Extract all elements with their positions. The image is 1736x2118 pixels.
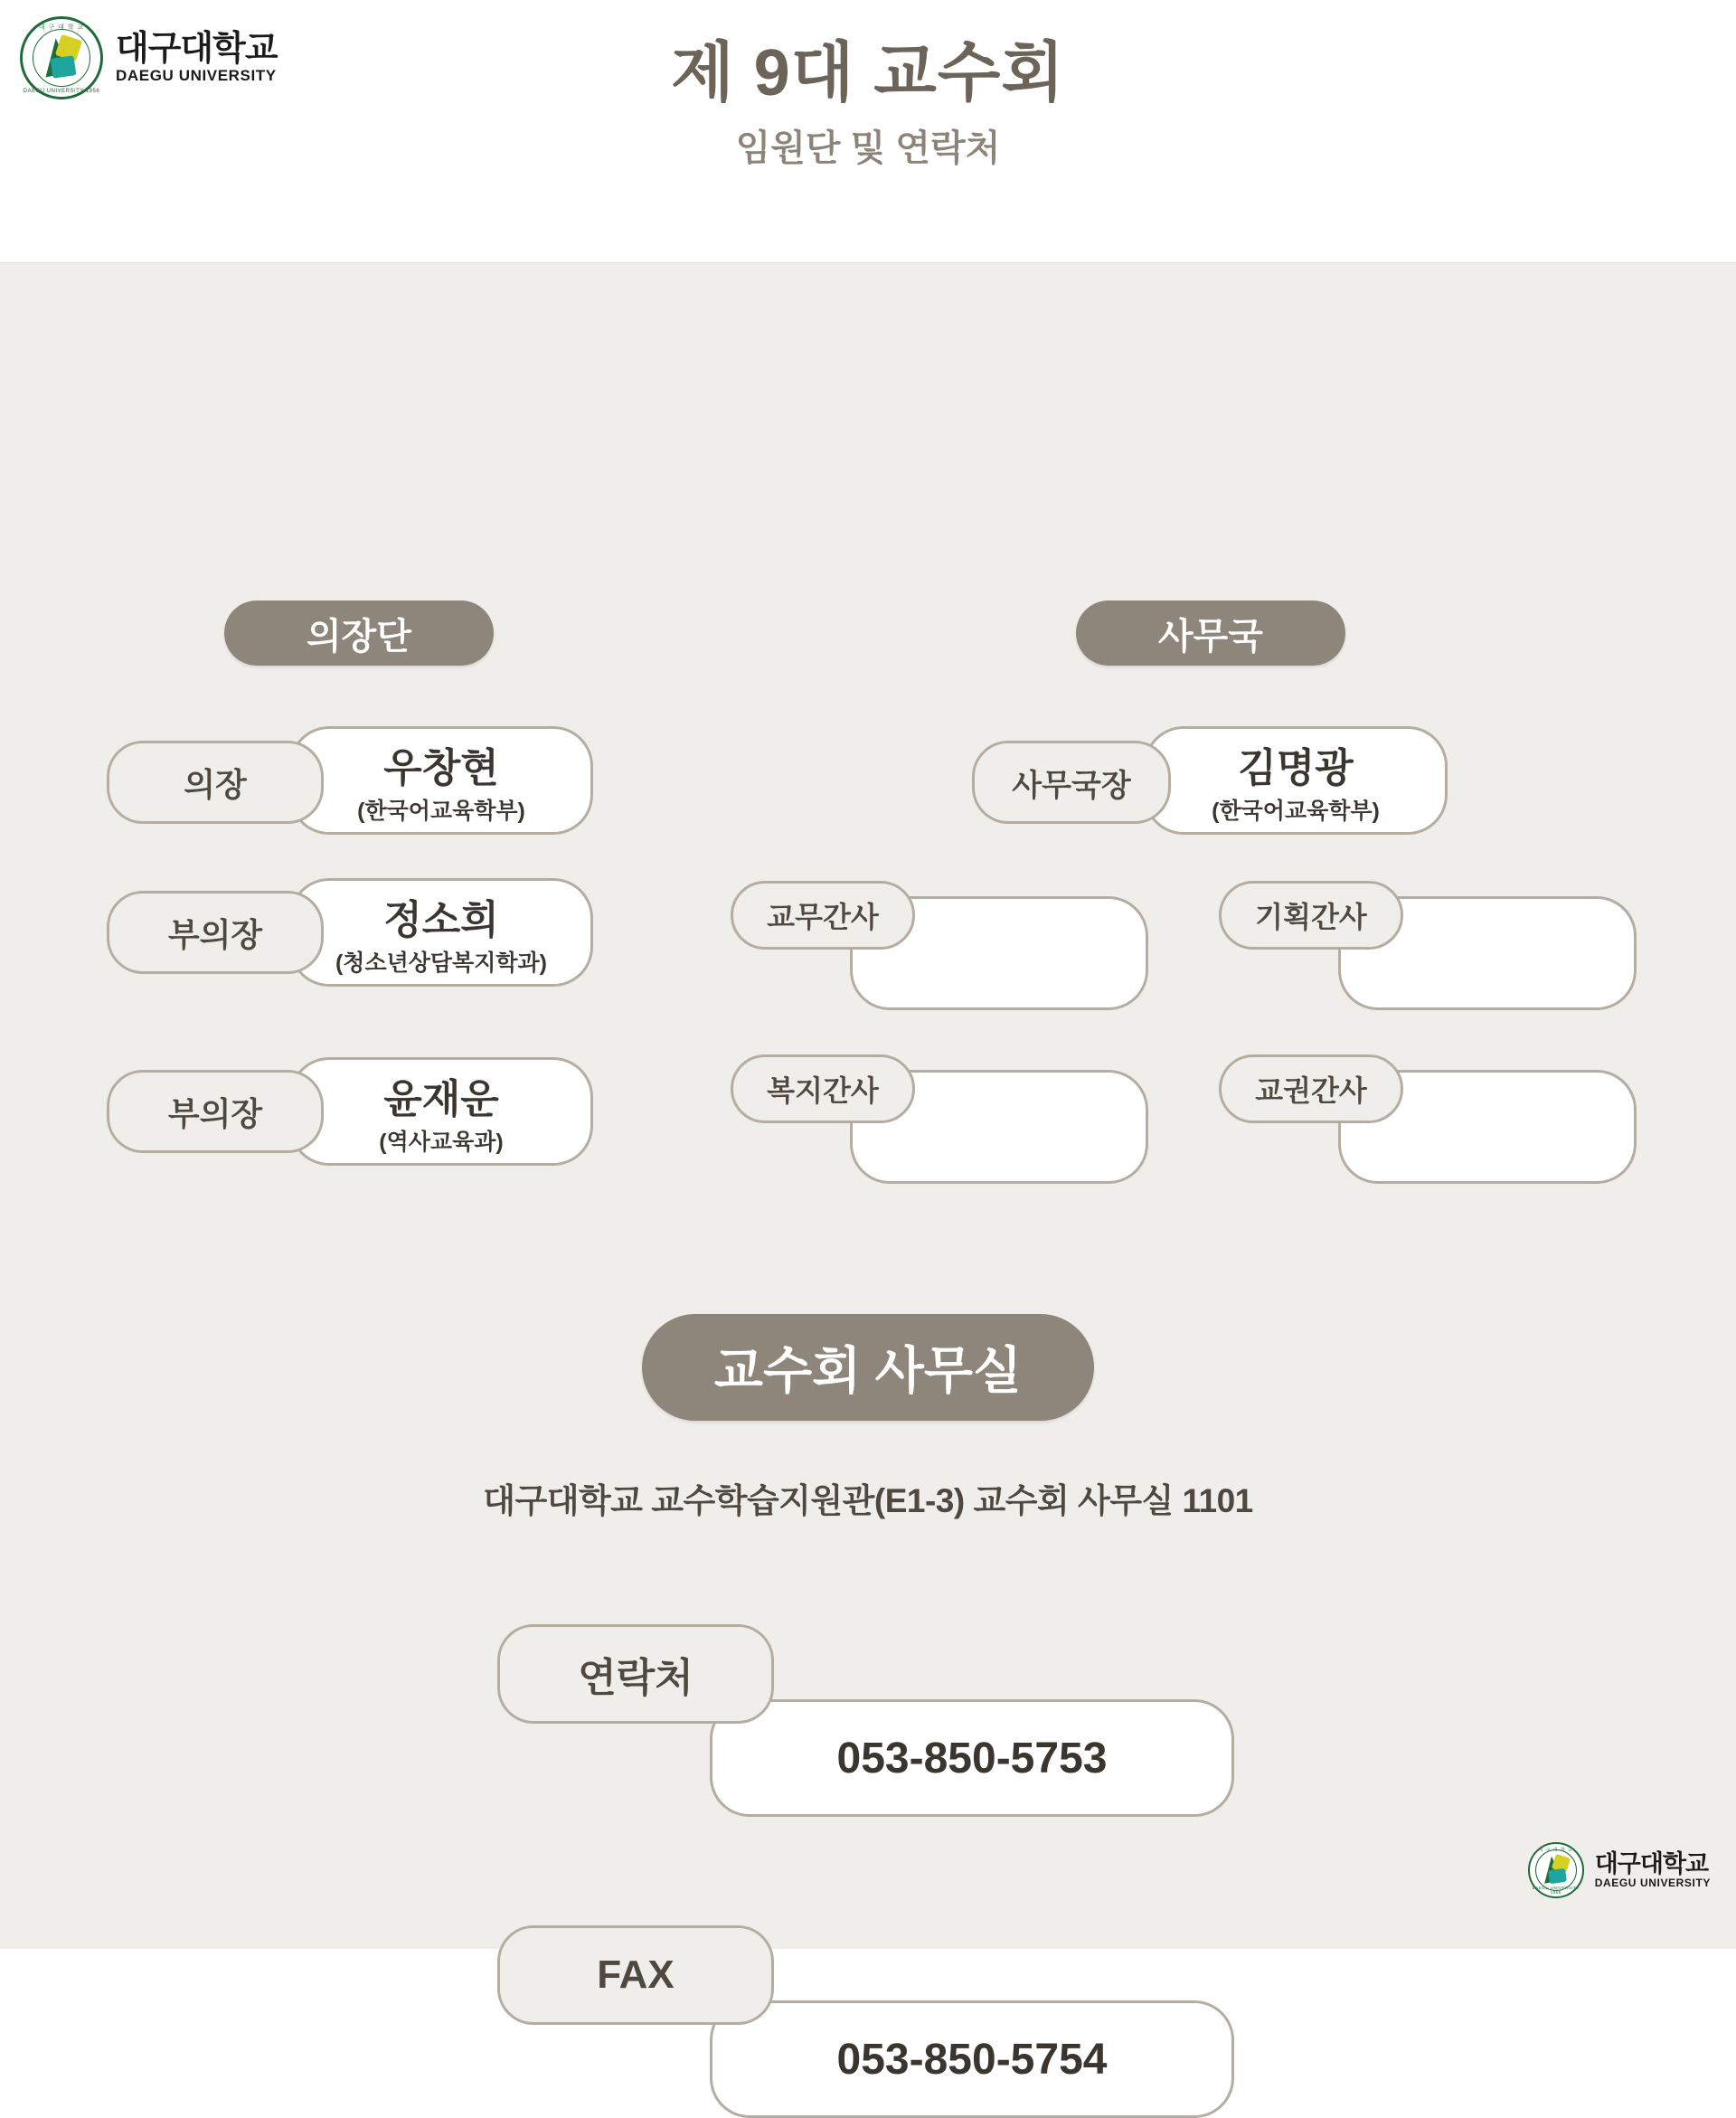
poster-body	[0, 263, 1736, 2084]
university-name-en: DAEGU UNIVERSITY	[116, 66, 277, 84]
seal-bottom-text: DAEGU UNIVERSITY 1956	[23, 89, 100, 94]
contact-value-fax	[710, 2000, 1234, 2118]
contact-value-phone	[710, 1699, 1234, 1817]
role-label-secretariat-director: 사무국장	[972, 741, 1171, 824]
member-dept: (한국어교육학부)	[1212, 799, 1380, 824]
role-label-vice-chair-1: 부의장	[107, 891, 324, 974]
contact-number[interactable]: 053-850-5753	[836, 1734, 1108, 1782]
office-address: 대구대학교 교수학습지원관(E1-3) 교수회 사무실 1101	[483, 1482, 1253, 1519]
university-name-ko: 대구대학교	[116, 29, 278, 68]
member-dept: (청소년상담복지학과)	[335, 950, 547, 976]
page-title: 제 9대 교수회	[671, 37, 1065, 109]
footer-university-logo	[1528, 1842, 1711, 1898]
member-dept: (역사교육과)	[379, 1130, 504, 1155]
contact-label-phone: 연락처	[497, 1624, 774, 1724]
university-seal-icon	[1528, 1842, 1584, 1898]
role-label-chair: 의장	[107, 741, 324, 824]
page-subtitle: 임원단 및 연락처	[735, 128, 1001, 168]
seal-top-text: 대 구 대 학 교	[38, 24, 85, 31]
title-block	[0, 37, 1736, 171]
section-heading-secretariat: 사무국	[1076, 600, 1345, 666]
seal-bottom-text: DAEGU UNIVERSITY 1956	[1532, 1886, 1580, 1895]
member-name: 윤재운	[383, 1077, 499, 1121]
contact-number[interactable]: 053-850-5754	[836, 2035, 1108, 2084]
contact-label-fax: FAX	[497, 1925, 774, 2025]
member-card-chair	[289, 726, 593, 835]
section-heading-office: 교수회 사무실	[642, 1314, 1094, 1421]
member-card-vice-chair-2	[289, 1057, 593, 1166]
member-name: 우창현	[383, 746, 499, 790]
role-label-welfare-secretary: 복지간사	[731, 1054, 915, 1123]
member-name: 정소희	[383, 898, 499, 942]
role-label-vice-chair-2: 부의장	[107, 1070, 324, 1153]
seal-top-text: 대 구 대 학 교	[1538, 1848, 1574, 1853]
member-name: 김명광	[1238, 746, 1354, 790]
member-dept: (한국어교육학부)	[357, 799, 525, 824]
member-card-secretariat-director	[1144, 726, 1448, 835]
role-label-academic-secretary: 교무간사	[731, 881, 915, 950]
university-name-ko: 대구대학교	[1594, 1850, 1709, 1878]
university-name-en: DAEGU UNIVERSITY	[1594, 1876, 1711, 1889]
page-header	[0, 0, 1736, 263]
university-wordmark	[1595, 1851, 1711, 1889]
member-card-vice-chair-1	[289, 878, 593, 987]
role-label-planning-secretary: 기획간사	[1219, 881, 1403, 950]
role-label-rights-secretary: 교권간사	[1219, 1054, 1403, 1123]
section-heading-chair-group: 의장단	[224, 600, 494, 666]
